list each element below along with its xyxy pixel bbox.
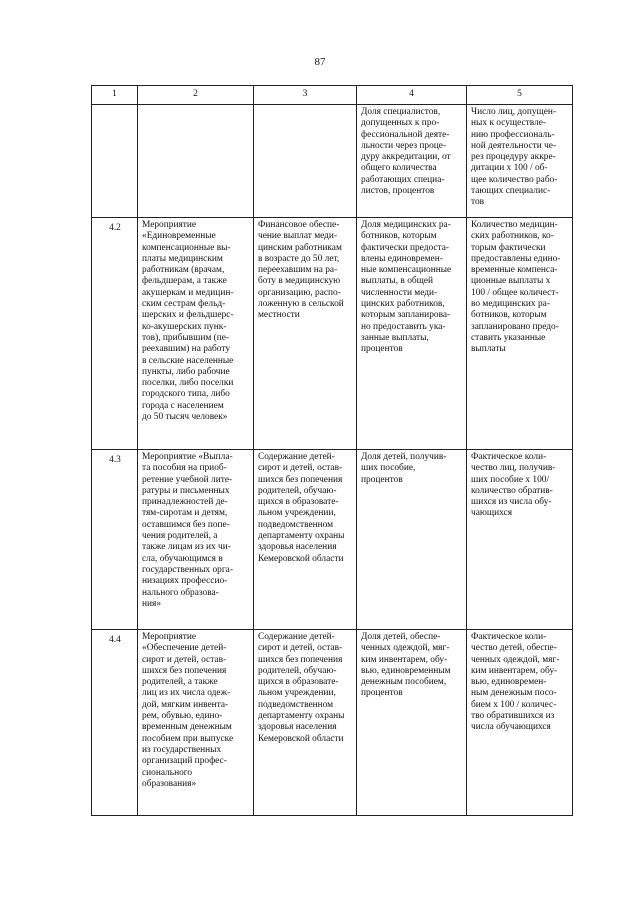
row-number: 4.2 — [92, 218, 138, 450]
row-number — [92, 105, 138, 218]
indicator-cell: Доля медицинских ра- ботников, которым фактически предоста- влены единовремен- ные компенсационные выплаты, в общей численности меди- цинских работников, которым запланирова- но предоставить ука- занные выплаты, процентов — [357, 218, 467, 450]
description-cell — [254, 105, 357, 218]
measure-cell: Мероприятие «Обеспечение детей- сирот и детей, остав- шихся без попечения родителей, а также лиц из их числа одеж- дой, мягким инвента- рем, обувью, едино- временным денежным пособием при выпуске из государственных организаций профес- сионального образования» — [138, 630, 254, 816]
description-cell: Содержание детей- сирот и детей, остав- шихся без попечения родителей, обучаю- щихся в образовате- льном учреждении, подведомственном департаменту охраны здоровья населения Кемеровской области — [254, 630, 357, 816]
table-row — [92, 218, 573, 450]
indicator-cell: Доля детей, получив- ших пособие, процентов — [357, 450, 467, 630]
header-cell-1: 1 — [92, 86, 138, 105]
formula-cell: Фактическое коли- чество лиц, получив- ших пособие х 100/ количество обратив- шихся из числа обу- чающихся — [467, 450, 573, 630]
row-number: 4.3 — [92, 450, 138, 630]
row-number: 4.4 — [92, 630, 138, 816]
indicator-cell: Доля детей, обеспе- ченных одеждой, мяг- ким инвентарем, обу- вью, единовременным денежным пособием, процентов — [357, 630, 467, 816]
indicator-cell: Доля специалистов, допущенных к про- фессиональной деяте- льности через проце- дуру аккредитации, от общего количества работающих специа- листов, процентов — [357, 105, 467, 218]
measure-cell — [138, 105, 254, 218]
description-cell: Содержание детей- сирот и детей, остав- шихся без попечения родителей, обучаю- щихся в образовате- льном учреждении, подведомственном департаменту охраны здоровья населения Кемеровской области — [254, 450, 357, 630]
table-header-row — [92, 86, 573, 105]
header-cell-2: 2 — [138, 86, 254, 105]
measure-cell: Мероприятие «Единовременные компенсационные вы- платы медицинским работникам (врачам, фельдшерам, а также акушеркам и медицин- ским сестрам фельд- шерских и фельдшерс- ко-акушерских пунк- тов), прибывшим (пе- реехавшим) на работу в сельские населенные пункты, либо рабочие поселки, либо поселки городского типа, либо города с населением до 50 тысяч человек» — [138, 218, 254, 450]
header-cell-3: 3 — [254, 86, 357, 105]
description-cell: Финансовое обеспе- чение выплат меди- цинским работникам в возрасте до 50 лет, переехавшим на ра- боту в медицинскую организацию, распо- ложенную в сельской местности — [254, 218, 357, 450]
header-cell-4: 4 — [357, 86, 467, 105]
formula-cell: Число лиц, допущен- ных к осуществле- нию профессиональ- ной деятельности че- рез процедуру аккре- дитации х 100 / об- щее количество рабо- тающих специалис- тов — [467, 105, 573, 218]
table-row — [92, 105, 573, 218]
table-row — [92, 630, 573, 816]
program-indicators-table — [91, 85, 573, 816]
measure-cell: Мероприятие «Выпла- та пособия на приоб- ретение учебной лите- ратуры и письменных принадлежностей де- тям-сиротам и детям, оставшимся без попе- чения родителей, а также лицам из их чи- сла, обучающимся в государственных орга- низациях профессио- нального образова- ния» — [138, 450, 254, 630]
formula-cell: Фактическое коли- чество детей, обеспе- ченных одеждой, мяг- ким инвентарем, обу- вью, единовремен- ным денежным посо- бием х 100 / количес- тво обратившихся из числа обучающихся — [467, 630, 573, 816]
page-number: 87 — [314, 56, 326, 68]
table-row — [92, 450, 573, 630]
header-cell-5: 5 — [467, 86, 573, 105]
formula-cell: Количество медицин- ских работников, ко- торым фактически предоставлены едино- временные компенса- ционные выплаты х 100 / общее количест- во медицинских ра- ботников, которым запланировано предо- ставить указанные выплаты — [467, 218, 573, 450]
